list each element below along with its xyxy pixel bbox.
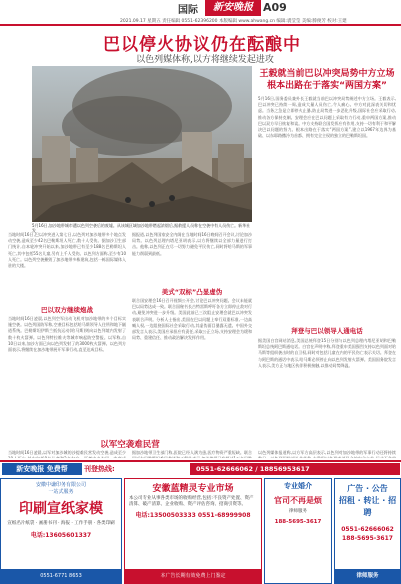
side-article-body: 5月16日,国务委员兼外长王毅就当前巴以冲突局势阐述中方立场。王毅表示,巴以冲突已持续一周,造成大量人员伤亡,令人痛心。中方对此深表关切和忧虑。当务之急是立即停火止暴,防止局势进一步恶化升级,国际社会应采取行动,推动各方保持克制。安理会应在巴以问题上采取有力行动,重申两国方案,推动巴以双方早日恢复和谈。中方支持联合国发挥应有作用,支持一切有利于和平解决巴以问题的努力。根本出路在于落实“两国方案”,建立以1967年边界为基础、以东耶路撒冷为首都、拥有完全主权的独立的巴勒斯坦国。: [258, 96, 396, 139]
ad-legal-title: 专业婚介: [284, 482, 312, 490]
ads-bar: [0, 462, 401, 476]
masthead-meta: 2021.09.17 星期五 责任编辑 0551-62396200 本版编辑 www.ahwang.cn 编辑:裘莹莹 美编:滕俊芳 校对:王建: [120, 19, 347, 24]
ad-printing-tagline: 一站式服务: [48, 489, 74, 495]
ad-legal-phone: 188-5695-3617: [274, 519, 322, 525]
article-bottom-right: 以色列媒体报道称,以方军方高层表示,以色列对加沙地带的军事行动还将持续: [258, 450, 396, 455]
newspaper-logo: 新安晚报: [205, 0, 261, 16]
article-mid-top: 据报道,以色列国家安全内阁在当地时间16日晚间召开会议,讨论加沙局势。以色列总理内塔尼亚胡表示,以方将继续以全部力量进行打击。他称,以色列正在尽一切努力避免平民伤亡,同时将哈马斯的军事能力削弱到最低。: [132, 232, 252, 256]
ads-phone-bar: 0551-62666062 / 18856953617: [190, 463, 400, 475]
ad-printing: [0, 478, 122, 584]
section-heading-mid: 美式“双标”凸显虚伪: [161, 288, 223, 296]
ad-classified-footer: 律师服务: [335, 569, 400, 583]
ad-classified: [334, 478, 401, 584]
ads-bar-title: 新安晚报 免费帮: [2, 463, 82, 475]
news-photo-image: [32, 66, 252, 222]
article-bottom-mid: 据加沙地带卫生部门称,医院已经人满为患,医疗物资严重短缺。联合: [132, 450, 252, 455]
ad-printing-headline: 印刷宣纸家模: [19, 501, 103, 517]
ad-classified-title: 广告 · 公告 招租 · 转让 · 招聘: [338, 484, 397, 517]
article-mid-section: 联合国安理会16日召开视频公开会,讨论巴以冲突问题。会议未能就巴以局势达成一致。联合国秘书长古特雷斯呼吁各方立即停止敌对行动,避免冲突进一步升级。美国此前已三次阻止安理会就巴以冲突发表联合声明。分析人士指出,美国在巴以问题上奉行双重标准,一边高喊人权,一边阻挠国际社会采取行动,其虚伪面目暴露无遗。中国外交部发言人表示,美国应承担应有责任,采取公正立场,支持安理会为缓和局势、重建信任、推动政治解决发挥作用。: [132, 298, 252, 341]
ad-printing-company: 安徽中谦印务有限公司: [35, 482, 86, 488]
ads-bar-label: 刊登热线:: [84, 465, 115, 473]
article-left-section: 当地时间16日凌晨,以色列空军出动飞机对加沙地带的多个目标实施空袭。以色列国防军称,空袭目标包括哈马斯领导人住所和地下隧道系统。巴勒斯坦伊斯兰抵抗运动(哈马斯)则向以色列境内发射了数十枚火箭弹。以色列特拉维夫等城市响起防空警报。以军称,自10日以来,加沙方面已向以色列发射了约3000枚火箭弹。以色列方面表示,将继续在加沙地带展开军事行动,直至达成目标。: [8, 316, 126, 353]
news-photo: [32, 66, 252, 222]
side-headline: 王毅就当前巴以冲突局势中方立场 根本出路在于落实“两国方案”: [259, 69, 395, 91]
section-heading-left: 巴以双方继续炮战: [41, 306, 93, 314]
photo-caption: 5月16日,加沙地带城市遭以色列空袭后的废墟。从该城区域加沙地带燃起浓烟后,据救援人员称在空袭中有人员伤亡。新华社发: [32, 223, 251, 233]
ads-section: [0, 460, 401, 584]
ad-printing-footer: 0551-6771 8653: [1, 569, 121, 583]
ad-classified-phone: 0551-62666062 188-5695-3617: [341, 526, 394, 542]
ad-market-title: 安徽蓝精灵专业市场: [152, 484, 234, 494]
ad-legal: [264, 478, 332, 584]
main-headline: 巴以停火协议仍在酝酿中: [103, 35, 301, 55]
ad-legal-body: 律师服务: [289, 509, 307, 514]
page-number: A09: [263, 1, 287, 14]
ad-market-footer: 本广告长期有效免费上门鉴定: [125, 569, 261, 583]
ad-legal-headline: 官司不再是烦: [274, 495, 322, 505]
section-heading-bottom: 以军空袭难民营: [100, 440, 160, 450]
ad-printing-services: 宣纸名片纸袋 · 画册书刊 · 海报 · 工作手册 · 各类印刷: [7, 521, 115, 526]
section-name: 国际: [178, 5, 198, 16]
article-bottom-left: 当地时间16日凌晨,以军对加沙城的沙提难民营发动空袭,造成至少: [8, 450, 126, 455]
masthead: [0, 0, 401, 26]
ad-market-phone: 电话:13500503333 0551-68999908: [135, 512, 251, 519]
ad-printing-phone: 电话:13605601337: [30, 532, 92, 539]
section-heading-right: 拜登与巴以领导人通电话: [291, 327, 363, 335]
ad-market: [124, 478, 262, 584]
main-subheadline: 以色列媒体称,以方将继续发起进攻: [136, 55, 274, 65]
article-left-top: 当地时间16日,巴以冲突进入第七日,以色列对加沙地带多个地点发动空袭,造成至少42名巴勒斯坦人死亡,数十人受伤。据加沙卫生部门统计,自本轮冲突开始以来,加沙地带已有至少188名巴勒斯坦人死亡,其中包括55名儿童,另有上千人受伤。以色列方面称,至少有10人死亡。以色列空袭摧毁了加沙地带多栋建筑,包括一栋国际媒体入驻的大楼。: [8, 232, 126, 269]
ad-market-body: 本公司专业从事各类市场的收购经营,包括:不良资产处置、资产清算、破产清算、企业收购、资产评估咨询、招商引资等。: [129, 496, 254, 507]
article-right-section: 据美国白宫网站消息,美国总统拜登15日分别与以色列总理内塔尼亚胡和巴勒斯坦总统阿巴斯通电话。白宫在声明中称,拜登重申美国强烈支持以色列面对哈马斯等组织袭击时的自卫权,同时对包括儿童在内的平民伤亡表示关切。拜登在与阿巴斯的通话中表示,哈马斯必须停止向以色列发射火箭弹。美国国务院发言人表示,美方正与地区伙伴积极接触,以推动局势降温。: [258, 338, 396, 368]
